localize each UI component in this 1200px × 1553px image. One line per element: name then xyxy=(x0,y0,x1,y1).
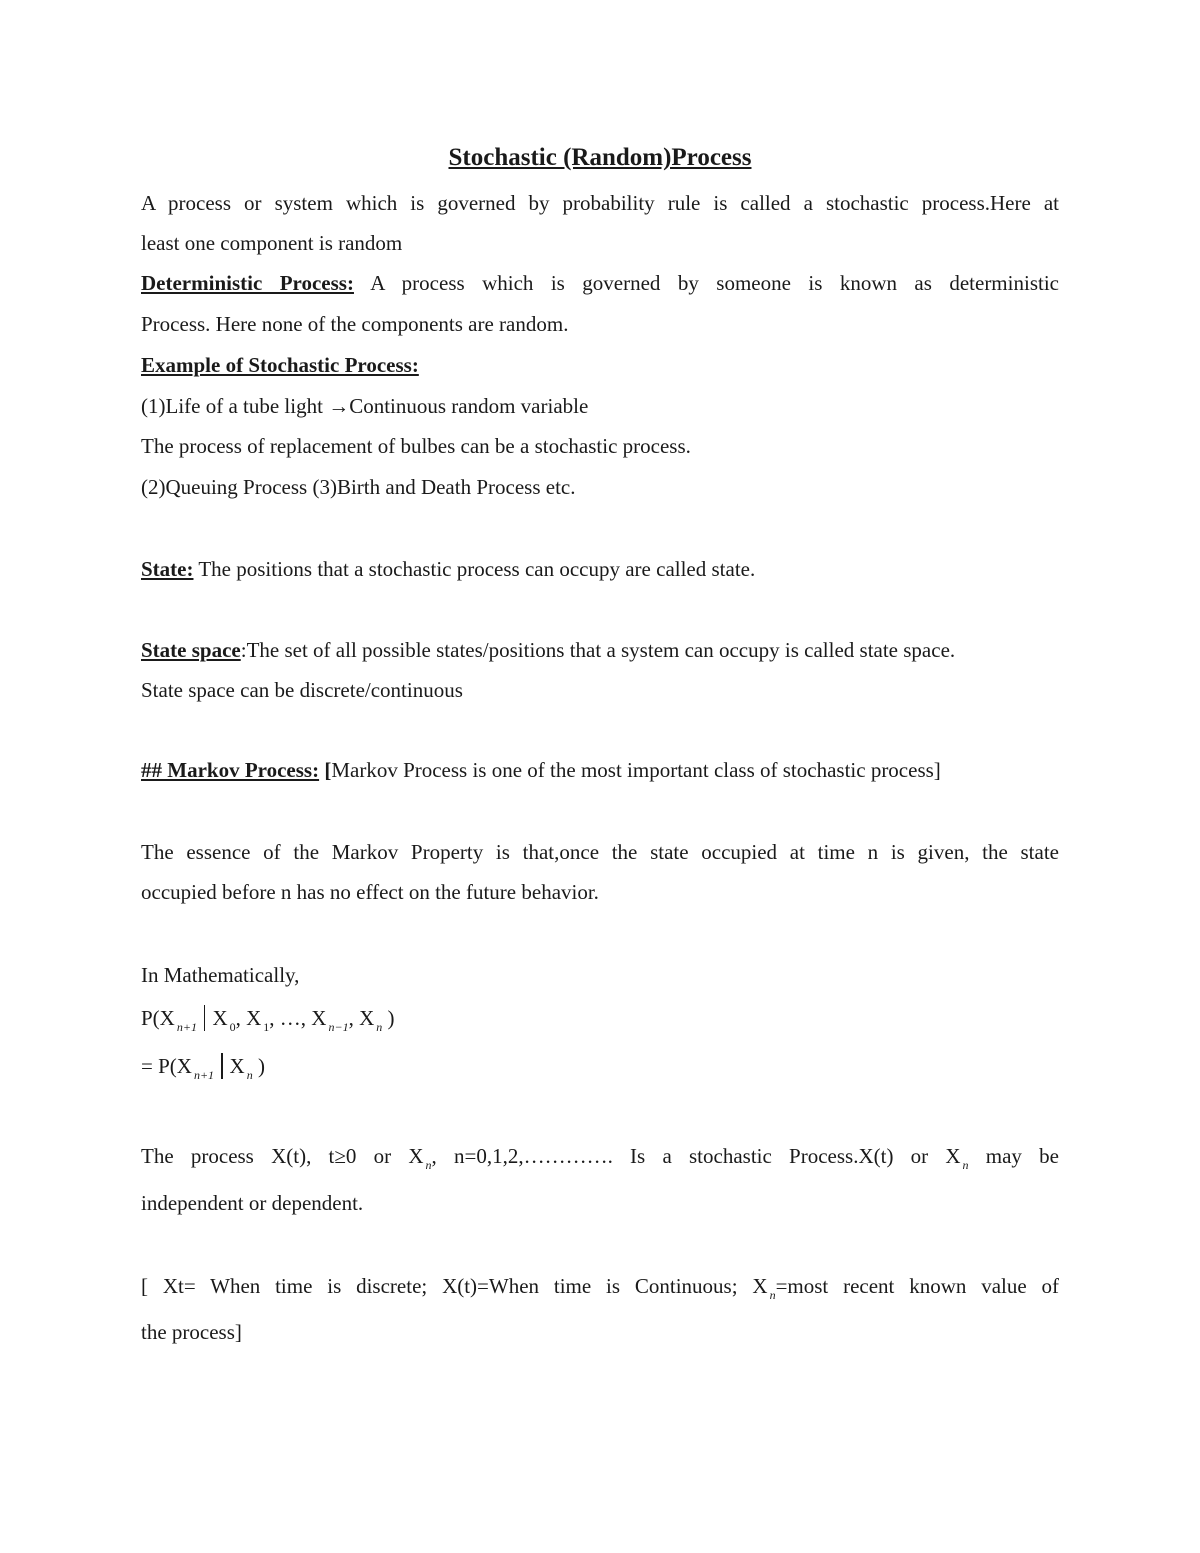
state-space-heading: State space xyxy=(141,638,241,662)
eq1-p-open: P(X xyxy=(141,1006,175,1030)
example-1-note: The process of replacement of bulbes can be a stochastic process. xyxy=(141,434,691,458)
deterministic-line-1 xyxy=(141,269,1059,297)
example-1-continuation: Continuous random variable xyxy=(349,394,589,418)
intro-line-2: least one component is random xyxy=(141,231,403,255)
arrow-icon: → xyxy=(328,394,350,418)
markov-text: Markov Process is one of the most important class of stochastic process] xyxy=(331,758,941,782)
markov-heading-line xyxy=(141,756,1059,784)
essence-line-1: The essence of the Markov Property is that,once the state occupied at time n is given, the state xyxy=(141,840,1059,864)
markov-heading: ## Markov Process: xyxy=(141,758,320,782)
eq1-sub-n-minus-1: n−1 xyxy=(328,1020,349,1034)
deterministic-text: A process which is governed by someone is known as deterministic xyxy=(353,271,1059,295)
eq1-sub-1: 1 xyxy=(263,1020,270,1034)
process-line-1 xyxy=(141,1142,1059,1179)
state-text: The positions that a stochastic process can occupy are called state. xyxy=(193,557,756,581)
eq1-x0: X xyxy=(212,1006,228,1030)
markov-bracket: [ xyxy=(319,758,332,782)
eq1-sub-0: 0 xyxy=(229,1020,236,1034)
page-title: Stochastic (Random)Process xyxy=(448,144,752,171)
state-space-line-2: State space can be discrete/continuous xyxy=(141,678,463,702)
examples-heading-text: Example of Stochastic Process: xyxy=(141,353,419,377)
state-space-text: :The set of all possible states/positions that a system can occupy is called state space. xyxy=(240,638,956,662)
example-1-text: (1)Life of a tube light xyxy=(141,394,329,418)
eq2-x: X xyxy=(229,1054,245,1078)
conditional-bar xyxy=(221,1053,223,1079)
essence-line-2: occupied before n has no effect on the future behavior. xyxy=(141,880,599,904)
eq1-ellipsis: , …, X xyxy=(269,1006,327,1030)
process-text-b: , n=0,1,2,…………. Is a stochastic Process.X(t) or X xyxy=(431,1144,961,1168)
math-intro: In Mathematically, xyxy=(141,963,300,987)
deterministic-line-2: Process. Here none of the components are random. xyxy=(141,312,569,336)
bracket-note-text-b: =most recent known value of xyxy=(775,1274,1060,1298)
process-text-c: may be xyxy=(968,1144,1059,1168)
eq1-xn: , X xyxy=(348,1006,375,1030)
eq2-sub-n: n xyxy=(246,1068,253,1082)
process-text-a: The process X(t), t≥0 or X xyxy=(141,1144,424,1168)
bracket-note-text-a: [ Xt= When time is discrete; X(t)=When time is Continuous; X xyxy=(141,1274,768,1298)
intro-line-1: A process or system which is governed by probability rule is called a stochastic process.Here at xyxy=(141,191,1059,215)
eq2-close: ) xyxy=(257,1054,265,1078)
examples-heading xyxy=(141,351,1059,379)
state-heading: State: xyxy=(141,557,194,581)
deterministic-heading: Deterministic Process: xyxy=(141,271,354,295)
markov-equation-1 xyxy=(141,1004,1059,1041)
process-sub-n-2: n xyxy=(962,1158,969,1172)
eq1-sub-n: n xyxy=(376,1020,383,1034)
state-space-definition xyxy=(141,636,1059,664)
eq2-sub-n-plus-1: n+1 xyxy=(193,1068,215,1082)
example-2: (2)Queuing Process (3)Birth and Death Process etc. xyxy=(141,475,576,499)
process-line-2: independent or dependent. xyxy=(141,1191,364,1215)
process-sub-n-1: n xyxy=(425,1158,432,1172)
state-definition xyxy=(141,555,1059,583)
eq1-x1: , X xyxy=(235,1006,262,1030)
eq1-close: ) xyxy=(387,1006,395,1030)
example-1 xyxy=(141,392,1059,420)
bracket-note-line-2: the process] xyxy=(141,1320,242,1344)
bracket-note-line-1 xyxy=(141,1272,1059,1309)
bracket-note-sub-n: n xyxy=(769,1288,776,1302)
markov-equation-2 xyxy=(141,1052,1059,1089)
eq1-sub-n-plus-1: n+1 xyxy=(176,1020,197,1034)
eq2-prefix: = P(X xyxy=(141,1054,192,1078)
conditional-bar xyxy=(204,1005,206,1031)
